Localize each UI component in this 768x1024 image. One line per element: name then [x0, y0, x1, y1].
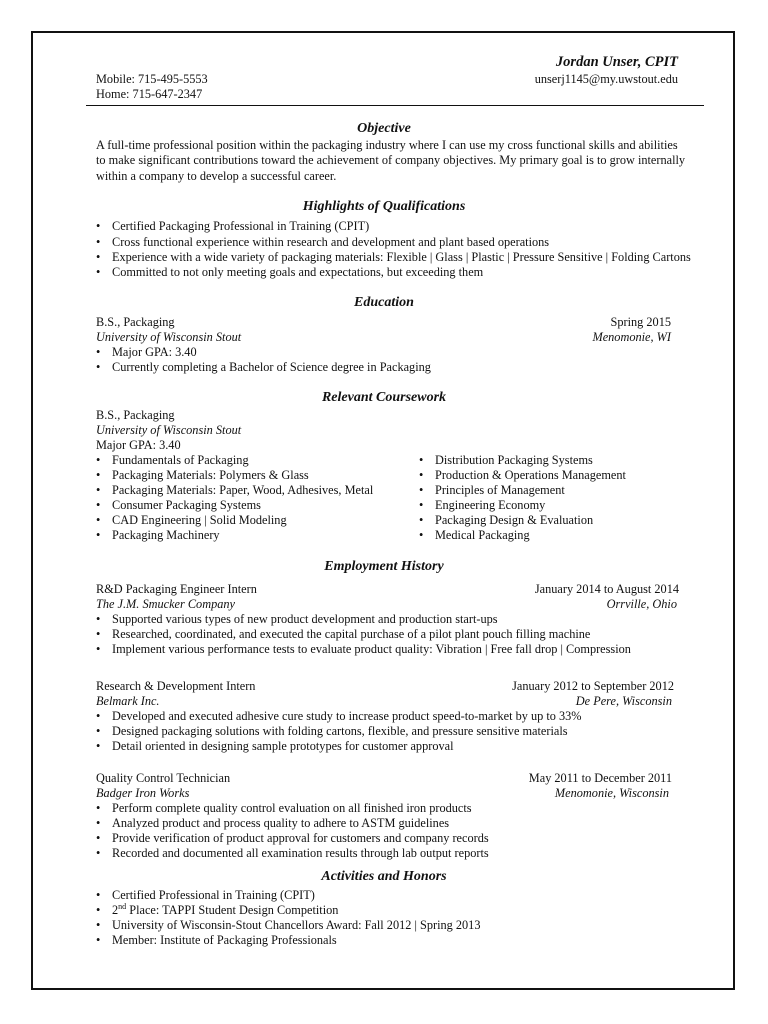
- list-item: • University of Wisconsin-Stout Chancellors Award: Fall 2012 | Spring 2013: [96, 918, 481, 932]
- qualifications-list: [95, 219, 691, 280]
- qualifications-heading: Highlights of Qualifications: [302, 199, 466, 214]
- bullet-icon: •: [96, 498, 101, 512]
- job-duties: [95, 709, 582, 754]
- job-duties: [95, 801, 489, 861]
- bullet-icon: •: [419, 498, 424, 512]
- list-item: • Packaging Machinery: [96, 528, 220, 542]
- education-heading: Education: [354, 295, 414, 310]
- bullet-icon: •: [96, 528, 101, 542]
- job-duties: [95, 612, 631, 657]
- coursework-heading: Relevant Coursework: [321, 390, 447, 405]
- bullet-icon: •: [96, 513, 101, 527]
- list-item: • Production & Operations Management: [419, 468, 626, 482]
- job-location: Menomonie, Wisconsin: [554, 786, 669, 800]
- list-item: • CAD Engineering | Solid Modeling: [96, 513, 287, 527]
- list-item: • Fundamentals of Packaging: [96, 453, 249, 467]
- list-item: • Major GPA: 3.40: [96, 345, 197, 359]
- email-address[interactable]: unserj1145@my.uwstout.edu: [534, 72, 678, 86]
- bullet-icon: •: [96, 831, 101, 845]
- bullet-icon: •: [96, 360, 101, 374]
- list-item: • 2nd Place: TAPPI Student Design Competition: [96, 901, 339, 917]
- education-degree: B.S., Packaging: [96, 315, 175, 329]
- list-item: • Engineering Economy: [419, 498, 546, 512]
- list-item: • Recorded and documented all examination results through lab output reports: [96, 846, 489, 860]
- list-item: • Detail oriented in designing sample prototypes for customer approval: [96, 739, 454, 753]
- coursework-school: University of Wisconsin Stout: [96, 423, 242, 437]
- bullet-icon: •: [96, 903, 101, 917]
- bullet-icon: •: [96, 846, 101, 860]
- job-title: Research & Development Intern: [96, 679, 256, 693]
- bullet-icon: •: [419, 528, 424, 542]
- bullet-icon: •: [96, 235, 101, 249]
- job-dates: January 2014 to August 2014: [534, 582, 679, 596]
- education-list: [95, 345, 431, 375]
- list-item: • Experience with a wide variety of packaging materials: Flexible | Glass | Plastic | Pressure Sensitive | Folding Cartons: [96, 250, 691, 264]
- objective-heading: Objective: [357, 121, 411, 136]
- job-location: Orrville, Ohio: [606, 597, 677, 611]
- bullet-icon: •: [96, 219, 101, 233]
- bullet-icon: •: [419, 468, 424, 482]
- bullet-icon: •: [96, 453, 101, 467]
- coursework-right-list: [418, 453, 626, 543]
- bullet-icon: •: [96, 739, 101, 753]
- job-company: Badger Iron Works: [96, 786, 190, 800]
- activities-heading: Activities and Honors: [321, 869, 447, 884]
- list-item: • Currently completing a Bachelor of Science degree in Packaging: [96, 360, 431, 374]
- candidate-name: Jordan Unser, CPIT: [555, 54, 678, 70]
- bullet-icon: •: [419, 453, 424, 467]
- bullet-icon: •: [96, 345, 101, 359]
- list-item: • Provide verification of product approval for customers and company records: [96, 831, 489, 845]
- bullet-icon: •: [96, 816, 101, 830]
- employment-heading: Employment History: [324, 559, 444, 574]
- list-item: • Medical Packaging: [419, 528, 530, 542]
- mobile-phone: Mobile: 715-495-5553: [96, 72, 208, 86]
- bullet-icon: •: [419, 483, 424, 497]
- coursework-degree: B.S., Packaging: [96, 408, 175, 422]
- list-item: • Packaging Materials: Polymers & Glass: [96, 468, 309, 482]
- job-company: Belmark Inc.: [96, 694, 160, 708]
- list-item: • Certified Professional in Training (CPIT): [96, 888, 315, 902]
- bullet-icon: •: [96, 627, 101, 641]
- coursework-gpa: Major GPA: 3.40: [96, 438, 181, 452]
- bullet-icon: •: [96, 933, 101, 947]
- bullet-icon: •: [96, 888, 101, 902]
- header-divider: [86, 105, 704, 106]
- list-item: • Perform complete quality control evaluation on all finished iron products: [96, 801, 472, 815]
- job-title: Quality Control Technician: [96, 771, 231, 785]
- list-item: • Analyzed product and process quality to adhere to ASTM guidelines: [96, 816, 450, 830]
- list-item: • Member: Institute of Packaging Professionals: [96, 933, 337, 947]
- objective-text: [96, 138, 716, 184]
- list-item: • Packaging Materials: Paper, Wood, Adhesives, Metal: [96, 483, 374, 497]
- coursework-left-list: [95, 453, 373, 543]
- list-item: • Designed packaging solutions with folding cartons, flexible, and pressure sensitive materials: [96, 724, 568, 738]
- bullet-icon: •: [96, 468, 101, 482]
- objective-line: to make significant contributions toward the achievement of company objectives. My primary goal is to grow internally: [96, 153, 686, 168]
- list-item: • Researched, coordinated, and executed the capital purchase of a pilot plant pouch filling machine: [96, 627, 591, 641]
- bullet-icon: •: [96, 709, 101, 723]
- job-location: De Pere, Wisconsin: [575, 694, 672, 708]
- bullet-icon: •: [96, 265, 101, 279]
- bullet-icon: •: [96, 250, 101, 264]
- bullet-icon: •: [96, 483, 101, 497]
- list-item: • Supported various types of new product development and production start-ups: [96, 612, 498, 626]
- bullet-icon: •: [96, 724, 101, 738]
- objective-line: within a company to develop a successful career.: [96, 168, 337, 183]
- list-item: • Developed and executed adhesive cure study to increase product speed-to-market by up to 33%: [96, 709, 582, 723]
- objective-line: A full-time professional position within the packaging industry where I can use my cross functional skills and abilities: [96, 138, 678, 152]
- list-item: • Distribution Packaging Systems: [419, 453, 593, 467]
- job-dates: May 2011 to December 2011: [528, 771, 672, 785]
- list-item: • Implement various performance tests to evaluate product quality: Vibration | Free fall drop | Compression: [96, 642, 631, 656]
- list-item: • Principles of Management: [419, 483, 565, 497]
- job-dates: January 2012 to September 2012: [512, 679, 674, 693]
- bullet-icon: •: [96, 801, 101, 815]
- education-location: Menomonie, WI: [592, 330, 671, 344]
- bullet-icon: •: [419, 513, 424, 527]
- bullet-icon: •: [96, 918, 101, 932]
- activities-list: [95, 888, 480, 948]
- list-item: • Packaging Design & Evaluation: [419, 513, 594, 527]
- home-phone: Home: 715-647-2347: [96, 87, 203, 101]
- bullet-icon: •: [96, 642, 101, 656]
- list-item: • Committed to not only meeting goals and expectations, but exceeding them: [96, 265, 484, 279]
- list-item: • Cross functional experience within research and development and plant based operations: [96, 235, 550, 249]
- list-item: • Certified Packaging Professional in Training (CPIT): [96, 219, 370, 233]
- education-date: Spring 2015: [610, 315, 671, 329]
- job-title: R&D Packaging Engineer Intern: [96, 582, 257, 596]
- list-item: • Consumer Packaging Systems: [96, 498, 261, 512]
- job-company: The J.M. Smucker Company: [96, 597, 235, 611]
- education-school: University of Wisconsin Stout: [96, 330, 242, 344]
- bullet-icon: •: [96, 612, 101, 626]
